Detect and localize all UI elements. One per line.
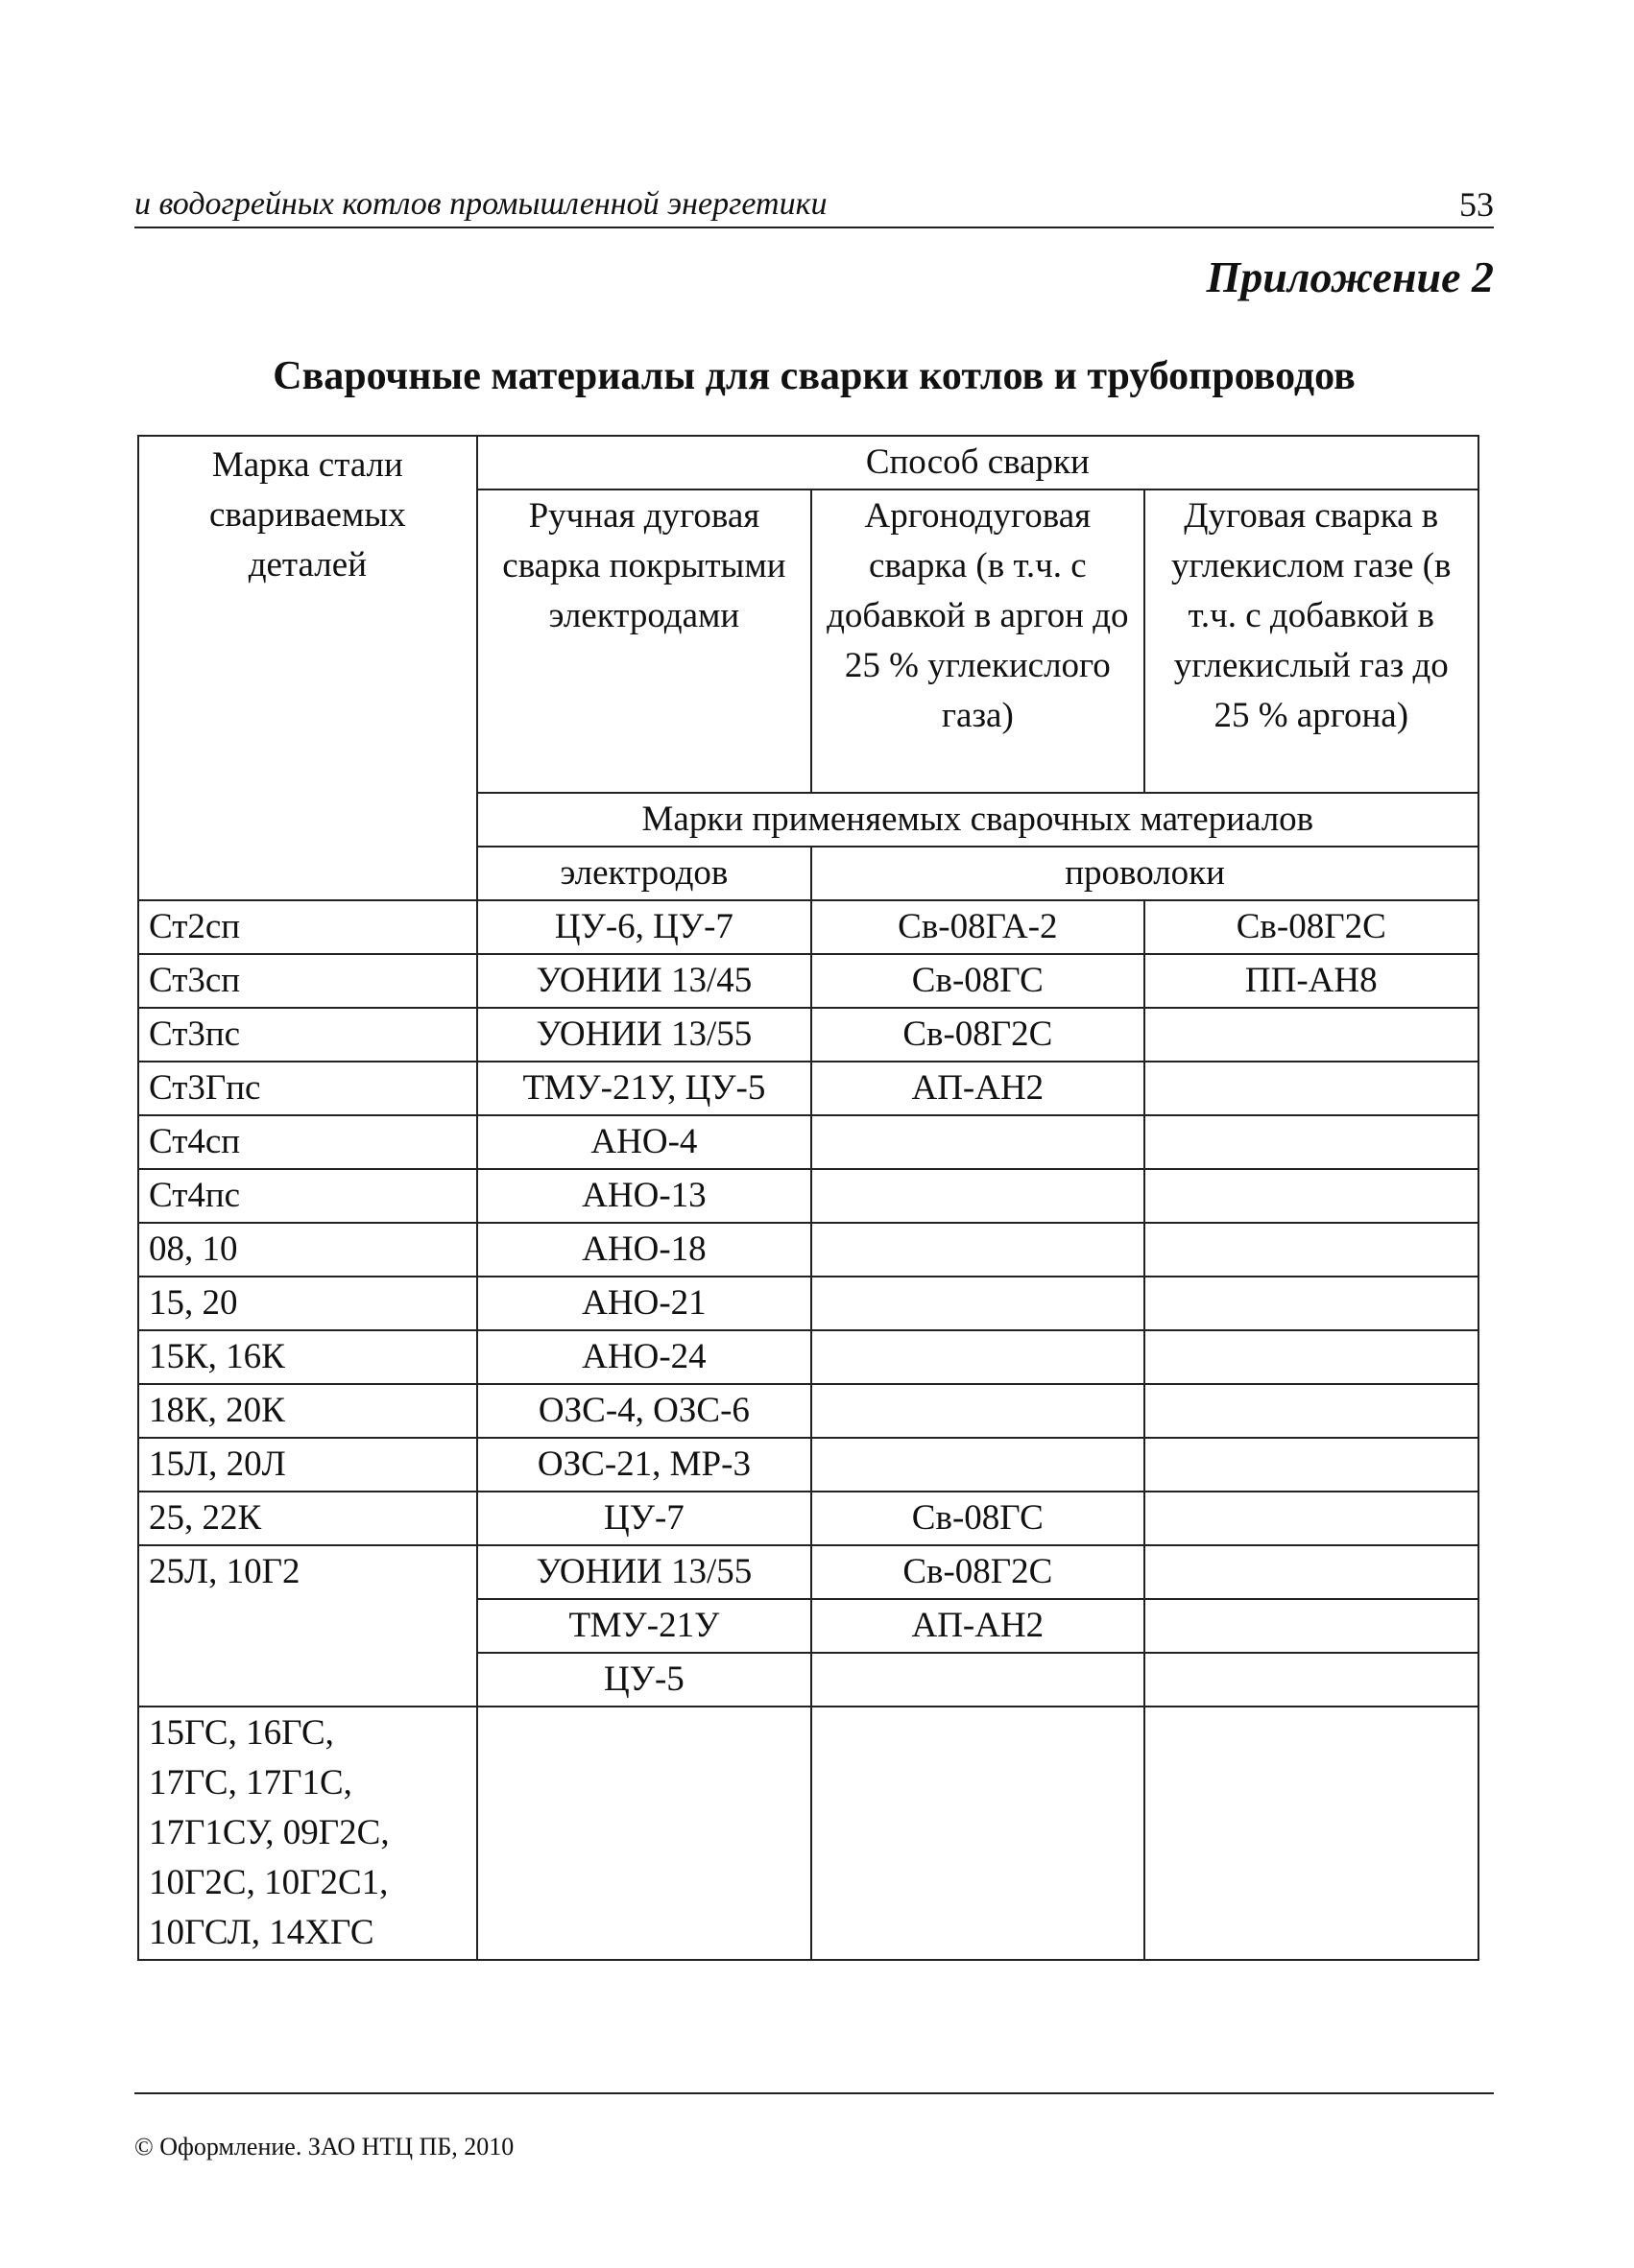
- steel-grade-cell: Ст2сп: [138, 900, 477, 954]
- welding-materials-table: [137, 435, 1479, 1961]
- table-row: [138, 1277, 1478, 1330]
- wire-argon-cell: [811, 1277, 1143, 1330]
- table-row: [138, 1545, 1478, 1599]
- wire-argon-cell: [811, 1384, 1143, 1438]
- header-welding-method: Способ сварки: [477, 436, 1478, 489]
- footer-divider: [134, 2092, 1494, 2094]
- table-row: [138, 1492, 1478, 1545]
- table-row: [138, 954, 1478, 1008]
- wire-co2-cell: [1144, 1384, 1478, 1438]
- electrode-cell: ОЗС-21, МР-3: [477, 1438, 811, 1492]
- header-electrodes: электродов: [477, 847, 811, 900]
- electrode-cell: [477, 1707, 811, 1960]
- electrode-cell: ТМУ-21У, ЦУ-5: [477, 1062, 811, 1115]
- wire-co2-cell: [1144, 1223, 1478, 1277]
- header-wire: проволоки: [811, 847, 1478, 900]
- steel-grade-cell: 25, 22К: [138, 1492, 477, 1545]
- footer-copyright: © Оформление. ЗАО НТЦ ПБ, 2010: [134, 2133, 515, 2161]
- electrode-cell: ЦУ-6, ЦУ-7: [477, 900, 811, 954]
- electrode-cell: АНО-4: [477, 1115, 811, 1169]
- wire-argon-cell: [811, 1707, 1143, 1960]
- wire-argon-cell: АП-АН2: [811, 1599, 1143, 1653]
- header-manual-arc: Ручная дуговая сварка покрытыми электродами: [477, 489, 811, 793]
- steel-grade-cell: 15Л, 20Л: [138, 1438, 477, 1492]
- electrode-cell: АНО-13: [477, 1169, 811, 1223]
- appendix-label: Приложение 2: [1206, 252, 1494, 301]
- wire-co2-cell: [1144, 1438, 1478, 1492]
- electrode-cell: АНО-21: [477, 1277, 811, 1330]
- wire-argon-cell: [811, 1438, 1143, 1492]
- wire-co2-cell: [1144, 1008, 1478, 1062]
- wire-argon-cell: [811, 1653, 1143, 1707]
- electrode-cell: УОНИИ 13/45: [477, 954, 811, 1008]
- table-row: [138, 1223, 1478, 1277]
- steel-grade-cell: 08, 10: [138, 1223, 477, 1277]
- steel-grade-line: 15ГС, 16ГС,: [149, 1713, 334, 1753]
- wire-co2-cell: [1144, 1115, 1478, 1169]
- header-materials: Марки применяемых сварочных материалов: [477, 793, 1478, 847]
- table-row: [138, 1384, 1478, 1438]
- wire-argon-cell: Св-08Г2С: [811, 1545, 1143, 1599]
- steel-grade-cell: [138, 1707, 477, 1960]
- wire-co2-cell: [1144, 1169, 1478, 1223]
- steel-grade-cell: Ст3пс: [138, 1008, 477, 1062]
- wire-co2-cell: [1144, 1707, 1478, 1960]
- wire-argon-cell: Св-08Г2С: [811, 1008, 1143, 1062]
- table-row: [138, 1062, 1478, 1115]
- electrode-cell: УОНИИ 13/55: [477, 1008, 811, 1062]
- table-row: [138, 1169, 1478, 1223]
- electrode-cell: ЦУ-5: [477, 1653, 811, 1707]
- wire-co2-cell: Св-08Г2С: [1144, 900, 1478, 954]
- wire-co2-cell: ПП-АН8: [1144, 954, 1478, 1008]
- table-row: [138, 900, 1478, 954]
- running-title: и водогрейных котлов промышленной энергетики: [134, 186, 828, 222]
- header-co2-arc: Дуговая сварка в углекислом газе (в т.ч. с добавкой в углекислый газ до 25 % аргона): [1144, 489, 1478, 793]
- steel-grade-line: 10Г2С, 10Г2С1,: [149, 1863, 389, 1902]
- steel-grade-cell: Ст3сп: [138, 954, 477, 1008]
- electrode-cell: АНО-18: [477, 1223, 811, 1277]
- wire-argon-cell: [811, 1169, 1143, 1223]
- wire-co2-cell: [1144, 1330, 1478, 1384]
- steel-grade-cell: 15, 20: [138, 1277, 477, 1330]
- wire-co2-cell: [1144, 1492, 1478, 1545]
- steel-grade-cell: Ст3Гпс: [138, 1062, 477, 1115]
- steel-grade-cell: Ст4пс: [138, 1169, 477, 1223]
- electrode-cell: ЦУ-7: [477, 1492, 811, 1545]
- table-row: [138, 1115, 1478, 1169]
- wire-argon-cell: АП-АН2: [811, 1062, 1143, 1115]
- wire-co2-cell: [1144, 1545, 1478, 1599]
- steel-grade-line: 17ГС, 17Г1С,: [149, 1763, 352, 1802]
- header-argon-arc: Аргонодуговая сварка (в т.ч. с добавкой в аргон до 25 % углекислого газа): [811, 489, 1143, 793]
- table-row: [138, 1330, 1478, 1384]
- table-row: [138, 1707, 1478, 1960]
- page-number: 53: [1459, 185, 1494, 224]
- page-title: Сварочные материалы для сварки котлов и трубопроводов: [273, 354, 1356, 398]
- steel-grade-cell: 18К, 20К: [138, 1384, 477, 1438]
- steel-grade-cell: 25Л, 10Г2: [138, 1545, 477, 1707]
- wire-argon-cell: Св-08ГА-2: [811, 900, 1143, 954]
- wire-argon-cell: [811, 1115, 1143, 1169]
- table-row: [138, 1008, 1478, 1062]
- wire-co2-cell: [1144, 1062, 1478, 1115]
- table-row: [138, 1438, 1478, 1492]
- wire-argon-cell: Св-08ГС: [811, 1492, 1143, 1545]
- header-steel-grade: Марка стали свариваемых деталей: [138, 436, 477, 900]
- wire-co2-cell: [1144, 1599, 1478, 1653]
- wire-co2-cell: [1144, 1653, 1478, 1707]
- steel-grade-line: 17Г1СУ, 09Г2С,: [149, 1813, 390, 1852]
- electrode-cell: ОЗС-4, ОЗС-6: [477, 1384, 811, 1438]
- steel-grade-cell: 15К, 16К: [138, 1330, 477, 1384]
- steel-grade-cell: Ст4сп: [138, 1115, 477, 1169]
- wire-argon-cell: [811, 1330, 1143, 1384]
- electrode-cell: УОНИИ 13/55: [477, 1545, 811, 1599]
- wire-argon-cell: [811, 1223, 1143, 1277]
- electrode-cell: ТМУ-21У: [477, 1599, 811, 1653]
- wire-co2-cell: [1144, 1277, 1478, 1330]
- electrode-cell: АНО-24: [477, 1330, 811, 1384]
- steel-grade-line: 10ГСЛ, 14ХГС: [149, 1913, 374, 1952]
- running-header: [134, 185, 1494, 228]
- wire-argon-cell: Св-08ГС: [811, 954, 1143, 1008]
